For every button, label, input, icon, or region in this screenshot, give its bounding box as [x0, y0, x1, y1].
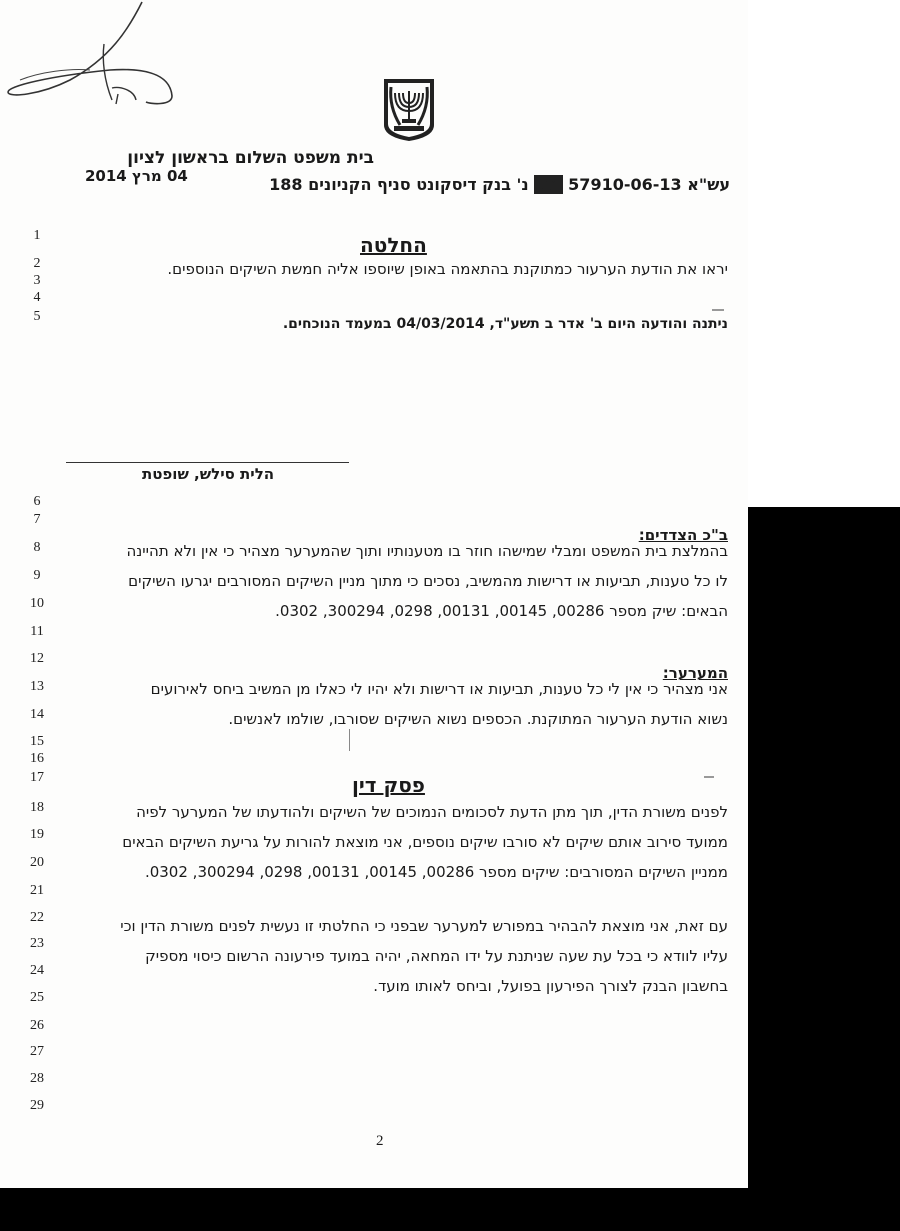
scan-speck: [704, 776, 714, 778]
ruling-paragraph-1: [122, 797, 728, 887]
line-number: 13: [30, 679, 44, 694]
decision-date: 04 מרץ 2014: [85, 167, 188, 185]
line-number: 1: [33, 228, 41, 243]
line-number: 24: [30, 963, 44, 978]
case-parties: נ' בנק דיסקונט סניף הקניונים 188: [269, 175, 529, 194]
ruling-paragraph-2: [120, 911, 728, 1001]
line-number: 8: [33, 540, 41, 555]
line-number: 19: [30, 827, 44, 842]
signature-line: [66, 462, 349, 463]
scan-mark: [349, 729, 350, 751]
line-number: 25: [30, 990, 44, 1005]
line-number: 27: [30, 1044, 44, 1059]
scan-speck: [712, 309, 724, 311]
appellant-label: המערער:: [662, 664, 728, 682]
page-number: 2: [376, 1133, 384, 1149]
decision-heading: החלטה: [360, 233, 427, 257]
line-number: 14: [30, 707, 44, 722]
text-line: בהמלצת בית המשפט ומבלי שמישהו חוזר בו מטענותיו ותוך שהמערער מצהיר כי אין ולא תהיינה: [126, 542, 728, 560]
judge-name: הלית סילש, שופטת: [142, 465, 275, 483]
line-number: 21: [30, 883, 44, 898]
line-number: 4: [33, 290, 41, 305]
line-number: 15: [30, 734, 44, 749]
text-line: לפנים משורת הדין, תוך מתן הדעת לסכומים הנמוכים של השיקים ולהודעתו של המערער לפיה: [136, 803, 728, 821]
appellant-text: [151, 674, 728, 734]
line-number: 7: [33, 512, 41, 527]
line-number: 2: [33, 256, 41, 271]
line-numbers: [0, 0, 60, 1188]
text-line: אני מצהיר כי אין לי כל טענות, תביעות או דרישות ולא יהיו לי כאלו מן המשיב ביחס לאירועים: [150, 680, 728, 698]
line-number: 6: [33, 494, 41, 509]
line-number: 11: [30, 624, 44, 639]
line-number: 5: [33, 309, 41, 324]
state-emblem-icon: [380, 77, 438, 143]
decision-text: יראו את הודעת הערעור כמתוקנת בהתאמה באופן שיוספו אליה חמשת השיקים הנוספים.: [167, 260, 728, 278]
scan-border-right: [748, 507, 900, 1231]
line-number: 10: [30, 596, 44, 611]
given-statement: ניתנה והודעה היום ב' אדר ב תשע"ד, 04/03/2014 במעמד הנוכחים.: [282, 316, 728, 332]
court-name: בית משפט השלום בראשון לציון: [127, 148, 374, 168]
line-number: 22: [30, 910, 44, 925]
line-number: 9: [33, 568, 41, 583]
parties-counsel-label: ב"כ הצדדים:: [638, 526, 728, 544]
redacted-name: מנו: [536, 175, 561, 194]
text-line: ממועד סירוב אותם שיקים לא סורבו שיקים נוספים, אני מוצאת להורות על גריעת השיקים הבאים: [122, 833, 728, 851]
line-number: 20: [30, 855, 44, 870]
text-line: ממניין השיקים המסורבים: שיקים מספר 00286, 00145, 00131, 0298, 300294, 0302.: [144, 863, 728, 881]
line-number: 26: [30, 1018, 44, 1033]
line-number: 12: [30, 651, 44, 666]
case-title: [269, 175, 730, 194]
line-number: 23: [30, 936, 44, 951]
case-number: עש"א 57910-06-13: [568, 175, 730, 194]
text-line: הבאים: שיק מספר 00286, 00145, 00131, 0298, 300294, 0302.: [275, 602, 728, 620]
line-number: 17: [30, 770, 44, 785]
text-line: לו כל טענות, תביעות או דרישות מהמשיב, נסכים כי מתוך מניין השיקים המסורבים יגרעו השיקים: [128, 572, 728, 590]
text-line: בחשבון הבנק לצורך הפירעון בפועל, וביחס לאותו מועד.: [373, 977, 728, 995]
text-line: נשוא הודעת הערעור המתוקנת. הכספים נשוא השיקים שסורבו, שולמו לאנשים.: [228, 710, 728, 728]
text-line: עליו לוודא כי בכל עת שעה שניתנת על ידו המחאה, יהיה במועד פירעונה הרשום כיסוי מספיק: [145, 947, 728, 965]
line-number: 18: [30, 800, 44, 815]
line-number: 29: [30, 1098, 44, 1113]
scan-border-bottom: [0, 1188, 900, 1231]
parties-counsel-text: [127, 536, 729, 626]
ruling-heading: פסק דין: [352, 773, 425, 797]
line-number: 16: [30, 751, 44, 766]
line-number: 3: [33, 273, 41, 288]
text-line: עם זאת, אני מוצאת להבהיר במפורש למערער שבפני כי החלטתי זו נעשית לפנים משורת הדין וכי: [120, 917, 728, 935]
line-number: 28: [30, 1071, 44, 1086]
